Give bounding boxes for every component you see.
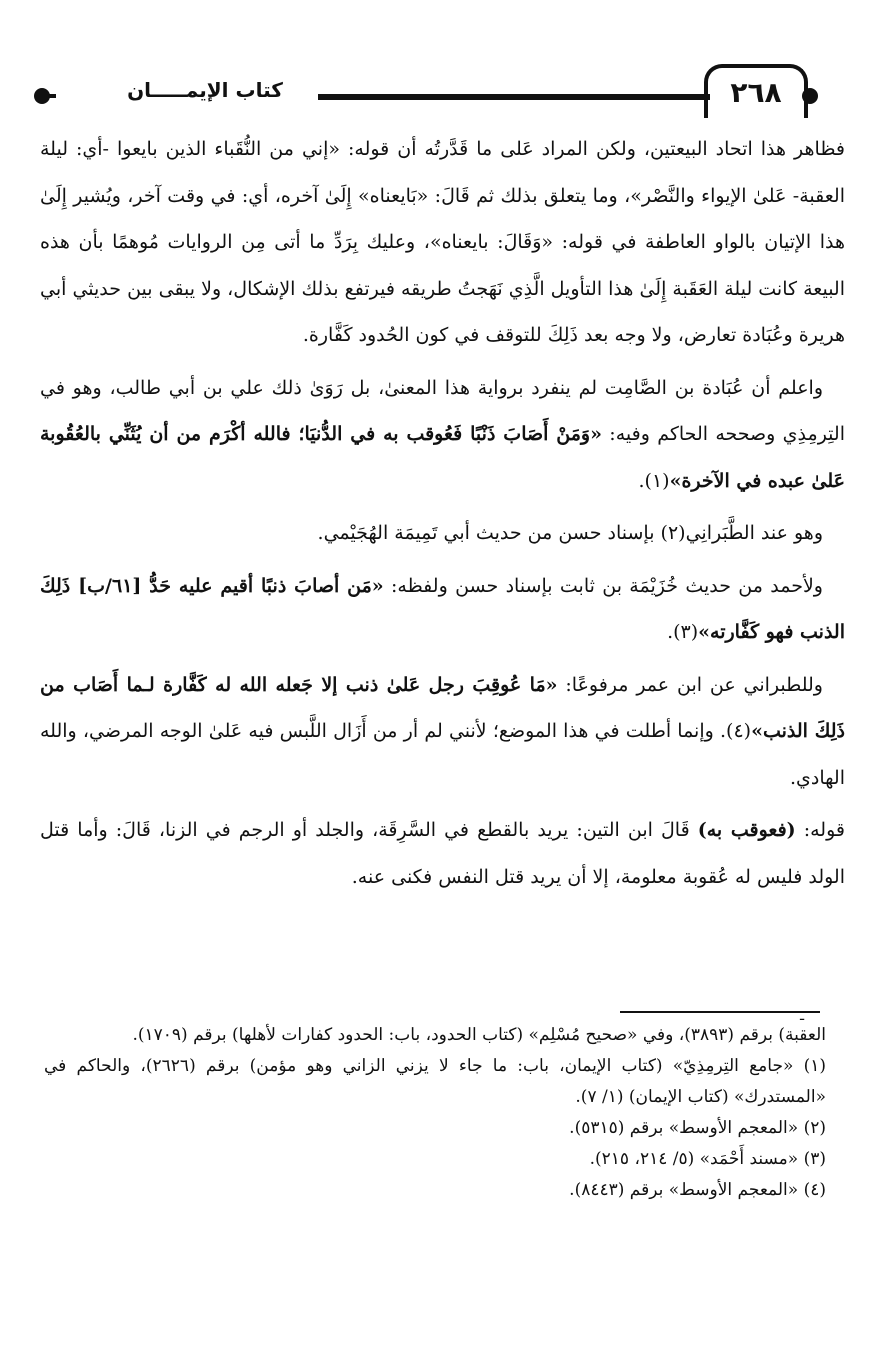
footnote-2: (٢) «المعجم الأوسط» برقم (٥٣١٥). [569,1118,826,1138]
paragraph-4 [40,563,845,656]
page-header [30,60,820,120]
footnote-separator-mark: ـ [800,1008,805,1024]
paragraph-5-tail: (٤). وإنما أطلت في هذا الموضع؛ لأنني لم أر من أَزَال اللَّبس فيه عَلىٰ الوجه المرضي، والله الهادي. [40,720,845,789]
footnotes [44,1020,826,1206]
paragraph-6-text: قَالَ ابن التين: يريد بالقطع في السَّرِقَة، والجلد أو الرجم في الزنا، قَالَ: وأما قتل الولد فليس له عُقوبة معلومة، إلا أن يريد قتل النفس فكنى عنه. [40,819,845,888]
footnote-ref-3: (٣). [667,621,699,643]
paragraph-5 [40,662,845,802]
footnote-ref-1: (١). [638,469,670,492]
paragraph-3: وهو عند الطَّبَرانِي(٢) بإسناد حسن من حديث أبي تَمِيمَة الهُجَيْمي. [317,522,823,544]
page-number: ٢٦٨ [730,76,782,109]
page-number-frame [704,64,808,118]
paragraph-2 [40,365,845,505]
main-text [40,126,845,906]
commentary-phrase: (فعوقب به) [697,819,796,841]
paragraph-4-text: ولأحمد من حديث خُزَيْمَة بن ثابت بإسناد حسن ولفظه: [383,574,823,597]
hadith-quote-3: «مَا عُوقِبَ رجل عَلىٰ ذنب إلا جَعله الله له كَفَّارة لـما أَصَاب من ذَلِكَ الذنب» [40,673,845,742]
footnote-separator [620,1011,820,1013]
header-ornament-dash [48,94,56,98]
footnote-continued: العقبة) برقم (٣٨٩٣)، وفي «صحيح مُسْلِم» (كتاب الحدود، باب: الحدود كفارات لأهلها) برقم (١٧٠٩). [132,1025,826,1045]
footnote-3: (٣) «مسند أَحْمَد» (٥/ ٢١٤، ٢١٥). [589,1149,826,1169]
chapter-title: كتاب الإيمـــــان [127,78,283,102]
paragraph-6 [40,807,845,900]
footnote-4: (٤) «المعجم الأوسط» برقم (٨٤٤٣). [569,1180,826,1200]
footnote-1: (١) «جامع التِرمِذِيّ» (كتاب الإيمان، باب: ما جاء لا يزني الزاني وهو مؤمن) برقم (٢٦٢٦)، والحاكم في «المستدرك» (كتاب الإيمان) (١/ ٧). [44,1056,826,1107]
paragraph-2-text: واعلم أن عُبَادة بن الصَّامِت لم ينفرد برواية هذا المعنىٰ، بل رَوَىٰ ذلك علي بن أبي طالب، وهو في التِرمِذِي وصححه الحاكم وفيه: [40,376,845,445]
header-rule [318,94,710,100]
paragraph-6-lead: قوله: [795,819,845,841]
hadith-quote-2: «مَن أصابَ ذنبًا أقيم عليه حَدُّ [٦١/ب] ذَلِكَ الذنب فهو كَفَّارته» [40,574,845,643]
paragraph-5-text: وللطبراني عن ابن عمر مرفوعًا: [557,673,823,696]
hadith-quote-1: «وَمَنْ أَصَابَ ذَنْبًا فَعُوقب به في الدُّنيَا؛ فالله أكْرَم من أن يُثَنِّي بالعُقُوبة عَلىٰ عبده في الآخرة» [40,423,845,492]
header-ornament-dot-right [802,88,818,104]
paragraph-1: فظاهر هذا اتحاد البيعتين، ولكن المراد عَلى ما قَدَّرتُه أن قوله: «إني من النُّقَباء الذين بايعوا -أي: ليلة العقبة- عَلىٰ الإيواء والنَّصْر»، وما يتعلق بذلك ثم قَالَ: «بَايعناه» إِلَىٰ آخره، أي: في وقت آخر، ويُشير إِلَىٰ هذا الإتيان بالواو العاطفة في قوله: «وَقَالَ: بايعناه»، وعليك بِرَدِّ ما أتى مِن الروايات مُوهمًا بأن هذه البيعة كانت ليلة العَقَبة إِلَىٰ هذا التأويل الَّذِي نَهَجتُ طريقه فيرتفع بذلك الإشكال، ولا يبقى بين حديثي أبي هريرة وعُبَادة تعارض، ولا وجه بعد ذَلِكَ للتوقف في كون الحُدود كَفَّارة. [40,138,845,346]
